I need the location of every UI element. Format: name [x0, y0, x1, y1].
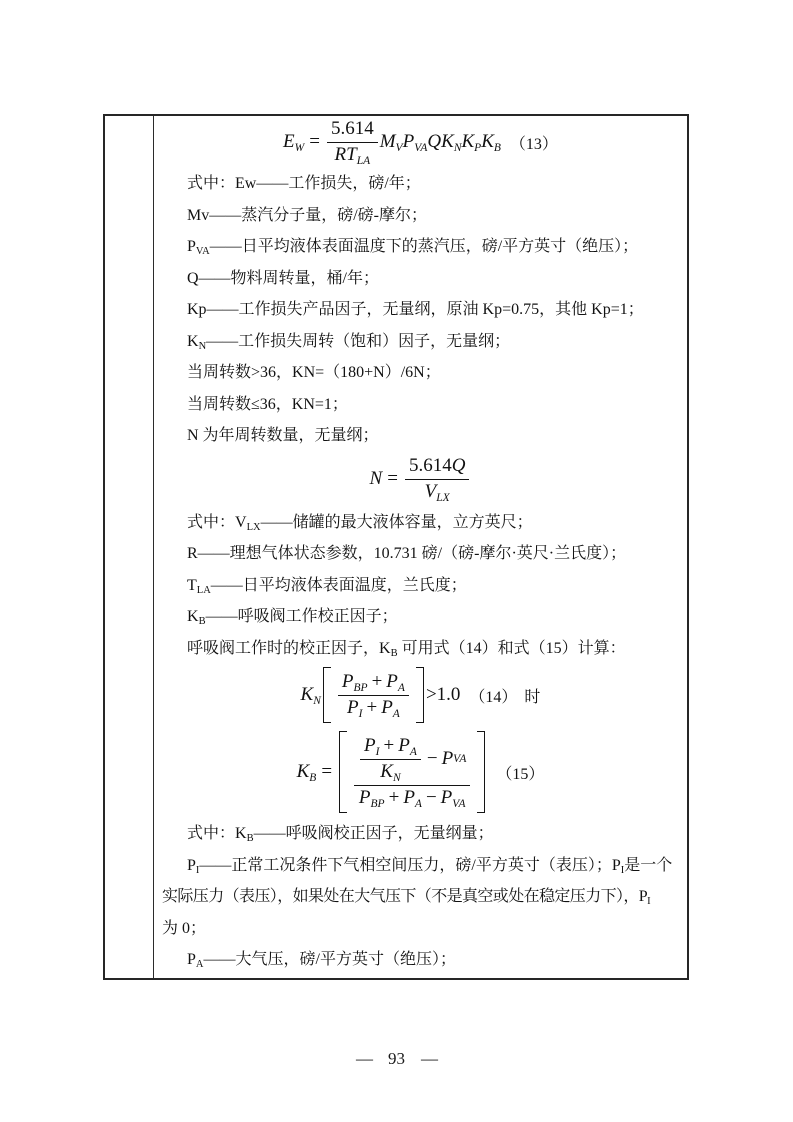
def-line: Q——物料周转量，桶/年；	[187, 269, 380, 287]
outer-fraction: $P_I + P_A$ $K_N$ − P VA $P_{BP} + P_A - P_{VA}$	[354, 735, 470, 809]
page-number: 93	[388, 1049, 405, 1068]
right-bracket	[477, 731, 485, 813]
math-var: $P_{VA}$	[402, 131, 428, 154]
def-line: $K_B——$呼吸阀工作校正因子；	[187, 608, 398, 627]
footer-dash-left: —	[356, 1049, 372, 1068]
equation-number: （15）	[496, 765, 545, 783]
def-line: 当周转数≤36，KN=1；	[187, 395, 348, 413]
equals-sign: =	[387, 468, 398, 489]
fraction: 5.614Q $V_{LX}$	[405, 455, 469, 503]
wrap-line: 实际压力（表压），如果处在大气压下（不是真空或处在稳定压力下），$P_I$	[162, 888, 651, 907]
math-var: $K_P$	[461, 131, 482, 154]
math-var: Q	[427, 131, 442, 152]
math-var: $K_N$	[300, 684, 321, 707]
formula-15	[162, 726, 679, 818]
def-line: N 为年周转数量，无量纲；	[187, 427, 379, 444]
math-var: $K_N$	[441, 131, 462, 154]
left-bracket	[323, 667, 331, 723]
def-line: $P_{VA}——$日平均液体表面温度下的蒸汽压，磅/平方英寸（绝压）；	[187, 238, 639, 257]
fraction: $P_{BP} + P_A$ $P_I + P_A$	[338, 671, 409, 719]
condition-suffix: 时	[524, 688, 541, 706]
def-line: 式中：$V_{LX}——$储罐的最大液体容量，立方英尺；	[187, 513, 533, 533]
bordered-table	[103, 114, 689, 980]
math-var: $K_B$	[481, 131, 501, 154]
def-line: Mv——蒸汽分子量，磅/磅-摩尔；	[187, 206, 428, 224]
fraction: 5.614 $RT_{LA}$	[327, 118, 378, 166]
def-line: $P_A——$大气压，磅/平方英寸（绝压）；	[187, 951, 456, 970]
equals-sign: =	[321, 761, 333, 782]
right-bracket	[416, 667, 424, 723]
comparison: >1.0	[425, 684, 461, 705]
def-line: $K_N——$工作损失周转（饱和）因子，无量纲；	[187, 332, 511, 352]
def-line: 当周转数>36，KN=（180+N）/6N；	[187, 364, 441, 381]
equation-number: （14）	[469, 688, 518, 706]
formula-14	[162, 664, 679, 726]
def-line: Kp——工作损失产品因子，无量纲，原油 Kp=0.75，其他 Kp=1；	[187, 301, 644, 318]
math-var: $K_B$	[296, 761, 317, 784]
def-line: $P_I——$正常工况条件下气相空间压力，磅/平方英寸（表压）；$P_I$是一个	[187, 856, 673, 876]
def-line: 式中：$K_B——$呼吸阀校正因子，无量纲量；	[187, 825, 494, 844]
table-content-column	[154, 116, 687, 978]
equals-sign: =	[309, 131, 320, 152]
footer-dash-right: —	[421, 1049, 437, 1068]
math-var: $E_W$	[283, 131, 305, 154]
formula-n	[162, 452, 679, 507]
math-var: $M_V$	[379, 131, 403, 154]
left-bracket	[339, 731, 347, 813]
page-footer	[0, 1049, 793, 1069]
table-gutter-column	[105, 116, 154, 978]
def-line: $T_{LA}——$日平均液体表面温度，兰氏度；	[187, 576, 467, 596]
inner-fraction: $P_I + P_A$ $K_N$	[360, 735, 421, 783]
def-line: R——理想气体状态参数，10.731 磅/（磅-摩尔·英尺·兰氏度）；	[187, 545, 627, 562]
square-bracket-group	[339, 731, 485, 813]
math-var: N	[369, 468, 383, 489]
def-line: 呼吸阀工作时的校正因子，$K_B$ 可用式（14）和式（15）计算：	[187, 639, 626, 659]
equation-number: （13）	[509, 135, 558, 153]
formula-13	[162, 116, 679, 168]
def-line: 式中：Ew——工作损失，磅/年；	[187, 175, 421, 192]
square-bracket-group	[323, 667, 424, 723]
wrap-line: 为 0；	[162, 919, 207, 937]
